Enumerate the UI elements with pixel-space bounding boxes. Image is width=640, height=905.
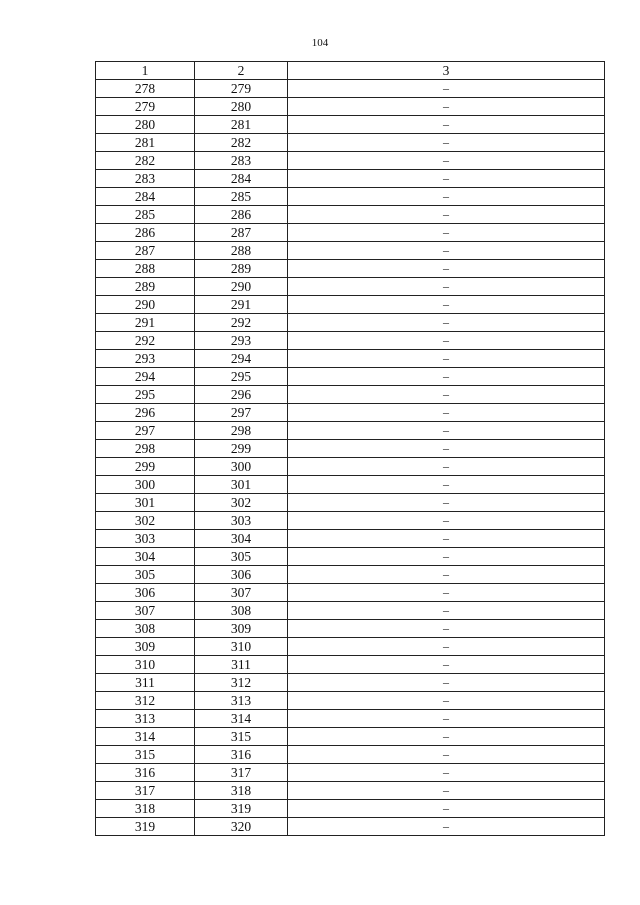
table-cell-col-1: 307 [96,602,195,620]
table-cell-col-3: – [288,476,605,494]
table-cell-col-2: 279 [195,80,288,98]
table-cell-col-2: 297 [195,404,288,422]
table-header-row [96,62,605,80]
table-cell-col-1: 284 [96,188,195,206]
table-cell-col-3: – [288,206,605,224]
table-cell-col-3: – [288,296,605,314]
table-cell-col-2: 305 [195,548,288,566]
table-cell-col-3: – [288,314,605,332]
table-cell-col-3: – [288,728,605,746]
table-cell-col-1: 304 [96,548,195,566]
table-cell-col-3: – [288,170,605,188]
table-cell-col-2: 286 [195,206,288,224]
table-cell-col-2: 301 [195,476,288,494]
table-row [96,782,605,800]
table-cell-col-2: 300 [195,458,288,476]
table-cell-col-1: 294 [96,368,195,386]
table-row [96,818,605,836]
table-cell-col-3: – [288,818,605,836]
table-cell-col-1: 279 [96,98,195,116]
table-row [96,548,605,566]
table-row [96,224,605,242]
table-cell-col-1: 297 [96,422,195,440]
table-cell-col-3: – [288,80,605,98]
table-cell-col-2: 293 [195,332,288,350]
table-cell-col-2: 289 [195,260,288,278]
table-cell-col-2: 280 [195,98,288,116]
table-cell-col-3: – [288,602,605,620]
table-row [96,656,605,674]
table-cell-col-3: – [288,332,605,350]
table-cell-col-1: 299 [96,458,195,476]
table-cell-col-1: 313 [96,710,195,728]
table-cell-col-1: 282 [96,152,195,170]
table-row [96,602,605,620]
table-cell-col-2: 302 [195,494,288,512]
table-cell-col-1: 280 [96,116,195,134]
table-cell-col-2: 299 [195,440,288,458]
table-cell-col-2: 308 [195,602,288,620]
table-cell-col-3: – [288,746,605,764]
table-cell-col-3: – [288,386,605,404]
table-row [96,458,605,476]
table-cell-col-3: – [288,782,605,800]
table-cell-col-3: – [288,440,605,458]
table-cell-col-2: 314 [195,710,288,728]
table-cell-col-1: 316 [96,764,195,782]
column-header-1: 1 [96,62,195,80]
table-cell-col-1: 300 [96,476,195,494]
table-row [96,170,605,188]
table-cell-col-1: 308 [96,620,195,638]
table-cell-col-1: 310 [96,656,195,674]
table-cell-col-2: 294 [195,350,288,368]
table-cell-col-1: 295 [96,386,195,404]
table-row [96,314,605,332]
table-cell-col-1: 278 [96,80,195,98]
table-row [96,638,605,656]
table-cell-col-2: 313 [195,692,288,710]
table-cell-col-2: 284 [195,170,288,188]
table-row [96,566,605,584]
table-cell-col-1: 288 [96,260,195,278]
table-cell-col-1: 301 [96,494,195,512]
table-row [96,98,605,116]
table-cell-col-2: 292 [195,314,288,332]
table-row [96,134,605,152]
table-cell-col-1: 286 [96,224,195,242]
table-row [96,476,605,494]
table-row [96,260,605,278]
table-row [96,206,605,224]
table-cell-col-2: 320 [195,818,288,836]
table-cell-col-3: – [288,260,605,278]
table-cell-col-1: 287 [96,242,195,260]
table-row [96,80,605,98]
table-cell-col-2: 298 [195,422,288,440]
table-row [96,674,605,692]
table-row [96,620,605,638]
table-row [96,800,605,818]
table-cell-col-1: 281 [96,134,195,152]
table-cell-col-2: 282 [195,134,288,152]
table-cell-col-2: 311 [195,656,288,674]
table-cell-col-3: – [288,584,605,602]
table-cell-col-3: – [288,494,605,512]
table-cell-col-2: 309 [195,620,288,638]
table-row [96,440,605,458]
table-body [96,80,605,836]
table-cell-col-1: 319 [96,818,195,836]
table-cell-col-2: 288 [195,242,288,260]
table-cell-col-1: 289 [96,278,195,296]
table-cell-col-2: 303 [195,512,288,530]
table-cell-col-2: 317 [195,764,288,782]
table-cell-col-2: 318 [195,782,288,800]
table-row [96,512,605,530]
table-cell-col-3: – [288,242,605,260]
data-table [95,61,605,836]
table-cell-col-2: 295 [195,368,288,386]
table-cell-col-3: – [288,530,605,548]
table-row [96,530,605,548]
table-cell-col-1: 303 [96,530,195,548]
table-cell-col-3: – [288,116,605,134]
table-row [96,242,605,260]
table-cell-col-3: – [288,350,605,368]
table-cell-col-3: – [288,278,605,296]
table-cell-col-2: 290 [195,278,288,296]
table-cell-col-3: – [288,152,605,170]
table-row [96,764,605,782]
table-cell-col-2: 316 [195,746,288,764]
table-cell-col-1: 283 [96,170,195,188]
table-cell-col-3: – [288,404,605,422]
table-cell-col-3: – [288,656,605,674]
table-cell-col-3: – [288,566,605,584]
table-cell-col-3: – [288,512,605,530]
table-cell-col-1: 312 [96,692,195,710]
table-row [96,584,605,602]
table-cell-col-3: – [288,458,605,476]
table-cell-col-2: 283 [195,152,288,170]
table-cell-col-3: – [288,224,605,242]
table-cell-col-3: – [288,368,605,386]
table-cell-col-2: 285 [195,188,288,206]
table-cell-col-2: 304 [195,530,288,548]
table-row [96,494,605,512]
table-row [96,296,605,314]
table-row [96,728,605,746]
table-cell-col-3: – [288,638,605,656]
table-cell-col-3: – [288,692,605,710]
table-cell-col-1: 302 [96,512,195,530]
table-row [96,278,605,296]
table-cell-col-2: 315 [195,728,288,746]
table-cell-col-2: 307 [195,584,288,602]
table-row [96,386,605,404]
table-cell-col-1: 296 [96,404,195,422]
page-number: 104 [311,37,329,49]
table-cell-col-3: – [288,710,605,728]
table-cell-col-3: – [288,188,605,206]
table-cell-col-1: 290 [96,296,195,314]
table-cell-col-3: – [288,620,605,638]
table-cell-col-1: 317 [96,782,195,800]
table-cell-col-3: – [288,800,605,818]
table-row [96,746,605,764]
table-row [96,422,605,440]
table-cell-col-1: 305 [96,566,195,584]
table-cell-col-1: 292 [96,332,195,350]
table-cell-col-1: 298 [96,440,195,458]
column-header-2: 2 [195,62,288,80]
table-row [96,404,605,422]
column-header-3: 3 [288,62,605,80]
table-cell-col-3: – [288,134,605,152]
table-row [96,188,605,206]
table-cell-col-2: 287 [195,224,288,242]
table-cell-col-2: 281 [195,116,288,134]
table-cell-col-1: 309 [96,638,195,656]
table-cell-col-2: 296 [195,386,288,404]
table-cell-col-3: – [288,422,605,440]
table-row [96,368,605,386]
table-cell-col-2: 312 [195,674,288,692]
table-cell-col-2: 310 [195,638,288,656]
table-row [96,152,605,170]
table-cell-col-1: 291 [96,314,195,332]
table-row [96,116,605,134]
table-row [96,692,605,710]
table-cell-col-2: 306 [195,566,288,584]
table-cell-col-1: 311 [96,674,195,692]
table-cell-col-3: – [288,764,605,782]
table-cell-col-3: – [288,674,605,692]
table-cell-col-1: 318 [96,800,195,818]
table-cell-col-3: – [288,98,605,116]
table-cell-col-2: 291 [195,296,288,314]
table-cell-col-1: 315 [96,746,195,764]
table-row [96,710,605,728]
table-cell-col-1: 314 [96,728,195,746]
table-row [96,332,605,350]
table-cell-col-1: 285 [96,206,195,224]
table-cell-col-2: 319 [195,800,288,818]
table-cell-col-1: 293 [96,350,195,368]
table-row [96,350,605,368]
table-cell-col-3: – [288,548,605,566]
table-cell-col-1: 306 [96,584,195,602]
